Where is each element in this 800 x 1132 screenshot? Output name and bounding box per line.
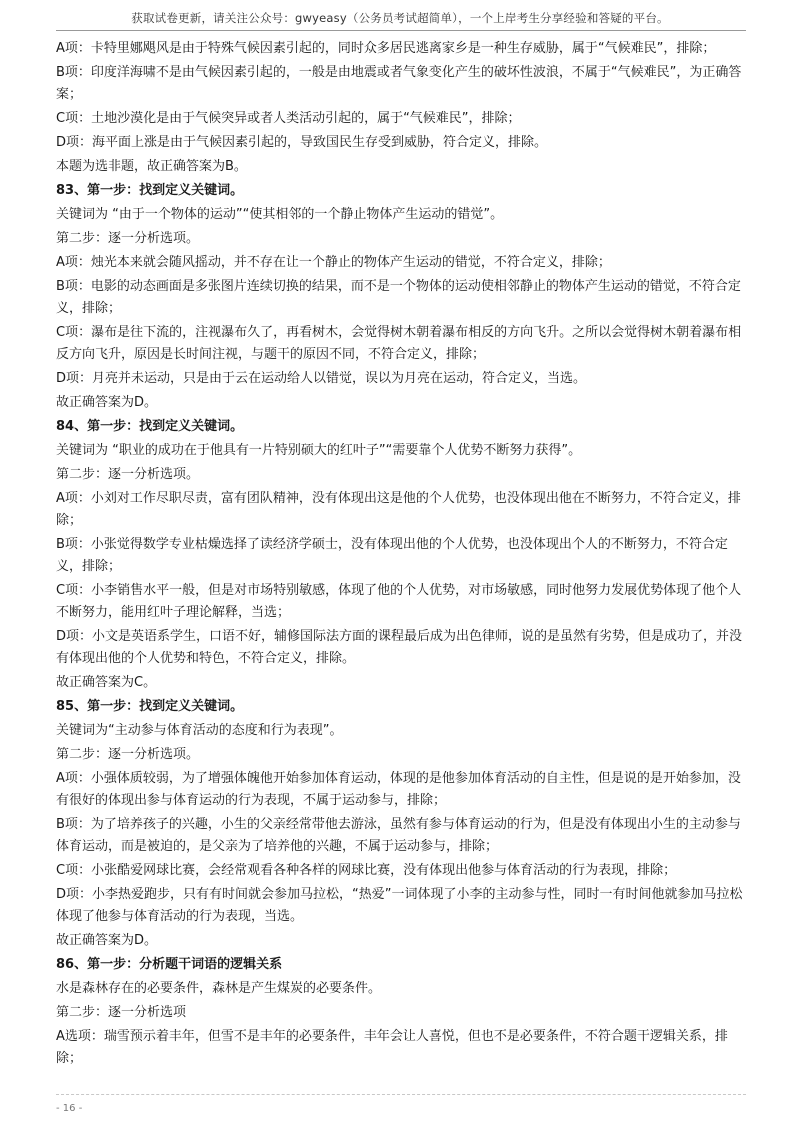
answer-paragraph: B项：印度洋海啸不是由气候因素引起的，一般是由地震或者气象变化产生的破坏性波浪，不属于“气候难民”，为正确答案； — [56, 65, 742, 102]
step-paragraph: 第二步：逐一分析选项 — [56, 1005, 187, 1020]
answer-paragraph: B项：为了培养孩子的兴趣，小生的父亲经常带他去游泳，虽然有参与体育运动的行为，但是没有体现出小生的主动参与体育运动，而是被迫的，是父亲为了培养他的兴趣，不属于运动参与，排除； — [56, 817, 741, 854]
keyword-paragraph: 水是森林存在的必要条件，森林是产生煤炭的必要条件。 — [56, 981, 382, 996]
question-heading: 86、第一步：分析题干词语的逻辑关系 — [56, 957, 283, 972]
answer-paragraph: D项：小文是英语系学生，口语不好，辅修国际法方面的课程最后成为出色律师，说的是虽然有劣势，但是成功了，并没有体现出他的个人优势和特色，不符合定义，排除。 — [56, 629, 743, 666]
question-heading: 83、第一步：找到定义关键词。 — [56, 183, 244, 198]
answer-paragraph: D项：小李热爱跑步，只有有时间就会参加马拉松，“热爱”一词体现了小李的主动参与性，同时一有时间他就参加马拉松体现了他参与体育活动的行为表现，当选。 — [56, 887, 743, 924]
answer-paragraph: C项：小李销售水平一般，但是对市场特别敏感，体现了他的个人优势，对市场敏感，同时他努力发展优势体现了他个人不断努力，能用红叶子理论解释，当选； — [56, 583, 742, 620]
answer-paragraph: D项：月亮并未运动，只是由于云在运动给人以错觉，误以为月亮在运动，符合定义，当选。 — [56, 371, 587, 386]
keyword-paragraph: 关键词为 “职业的成功在于他具有一片特别硕大的红叶子”“需要靠个人优势不断努力获得”。 — [56, 443, 582, 458]
answer-conclusion: 故正确答案为D。 — [56, 395, 158, 410]
header-divider — [56, 30, 746, 31]
question-heading: 84、第一步：找到定义关键词。 — [56, 419, 244, 434]
answer-conclusion: 故正确答案为D。 — [56, 933, 158, 948]
step-paragraph: 第二步：逐一分析选项。 — [56, 231, 200, 246]
answer-paragraph: C项：土地沙漠化是由于气候突异或者人类活动引起的，属于“气候难民”，排除； — [56, 111, 521, 126]
answer-paragraph: A项：小刘对工作尽职尽责，富有团队精神，没有体现出这是他的个人优势，也没体现出他在不断努力，不符合定义，排除； — [56, 491, 741, 528]
step-paragraph: 第二步：逐一分析选项。 — [56, 467, 200, 482]
question-heading: 85、第一步：找到定义关键词。 — [56, 699, 244, 714]
answer-paragraph: C项：瀑布是往下流的，注视瀑布久了，再看树木，会觉得树木朝着瀑布相反的方向飞升。之所以会觉得树木朝着瀑布相反方向飞升，原因是长时间注视，与题干的原因不同，不符合定义，排除； — [56, 325, 742, 362]
answer-conclusion: 本题为选非题，故正确答案为B。 — [56, 159, 247, 174]
answer-conclusion: 故正确答案为C。 — [56, 675, 157, 690]
answer-paragraph: A项：小强体质较弱，为了增强体魄他开始参加体育运动，体现的是他参加体育活动的自主性，但是说的是开始参加，没有很好的体现出参与体育运动的行为表现，不属于运动参与，排除； — [56, 771, 741, 808]
answer-paragraph: B项：小张觉得数学专业枯燥选择了读经济学硕士，没有体现出他的个人优势，也没体现出个人的不断努力，不符合定义，排除； — [56, 537, 728, 574]
keyword-paragraph: 关键词为“主动参与体育活动的态度和行为表现”。 — [56, 723, 343, 738]
document-body — [56, 38, 748, 1072]
answer-paragraph: A项：烛光本来就会随风摇动，并不存在让一个静止的物体产生运动的错觉，不符合定义，排除； — [56, 255, 611, 270]
answer-paragraph: C项：小张酷爱网球比赛，会经常观看各种各样的网球比赛，没有体现出他参与体育活动的行为表现，排除； — [56, 863, 677, 878]
page-number: - 16 - — [56, 1103, 83, 1114]
answer-paragraph: A选项：瑞雪预示着丰年，但雪不是丰年的必要条件，丰年会让人喜悦，但也不是必要条件，不符合题干逻辑关系，排除； — [56, 1029, 728, 1066]
page-header: 获取试卷更新，请关注公众号：gwyeasy（公务员考试超简单），一个上岸考生分享经验和答疑的平台。 — [131, 11, 669, 25]
step-paragraph: 第二步：逐一分析选项。 — [56, 747, 200, 762]
answer-paragraph: B项：电影的动态画面是多张图片连续切换的结果，而不是一个物体的运动使相邻静止的物体产生运动的错觉，不符合定义，排除； — [56, 279, 741, 316]
answer-paragraph: A项：卡特里娜飓风是由于特殊气候因素引起的，同时众多居民逃离家乡是一种生存威胁，属于“气候难民”，排除； — [56, 41, 716, 56]
answer-paragraph: D项：海平面上涨是由于气候因素引起的，导致国民生存受到威胁，符合定义，排除。 — [56, 135, 548, 150]
keyword-paragraph: 关键词为 “由于一个物体的运动”“使其相邻的一个静止物体产生运动的错觉”。 — [56, 207, 504, 222]
footer-divider — [56, 1094, 746, 1095]
